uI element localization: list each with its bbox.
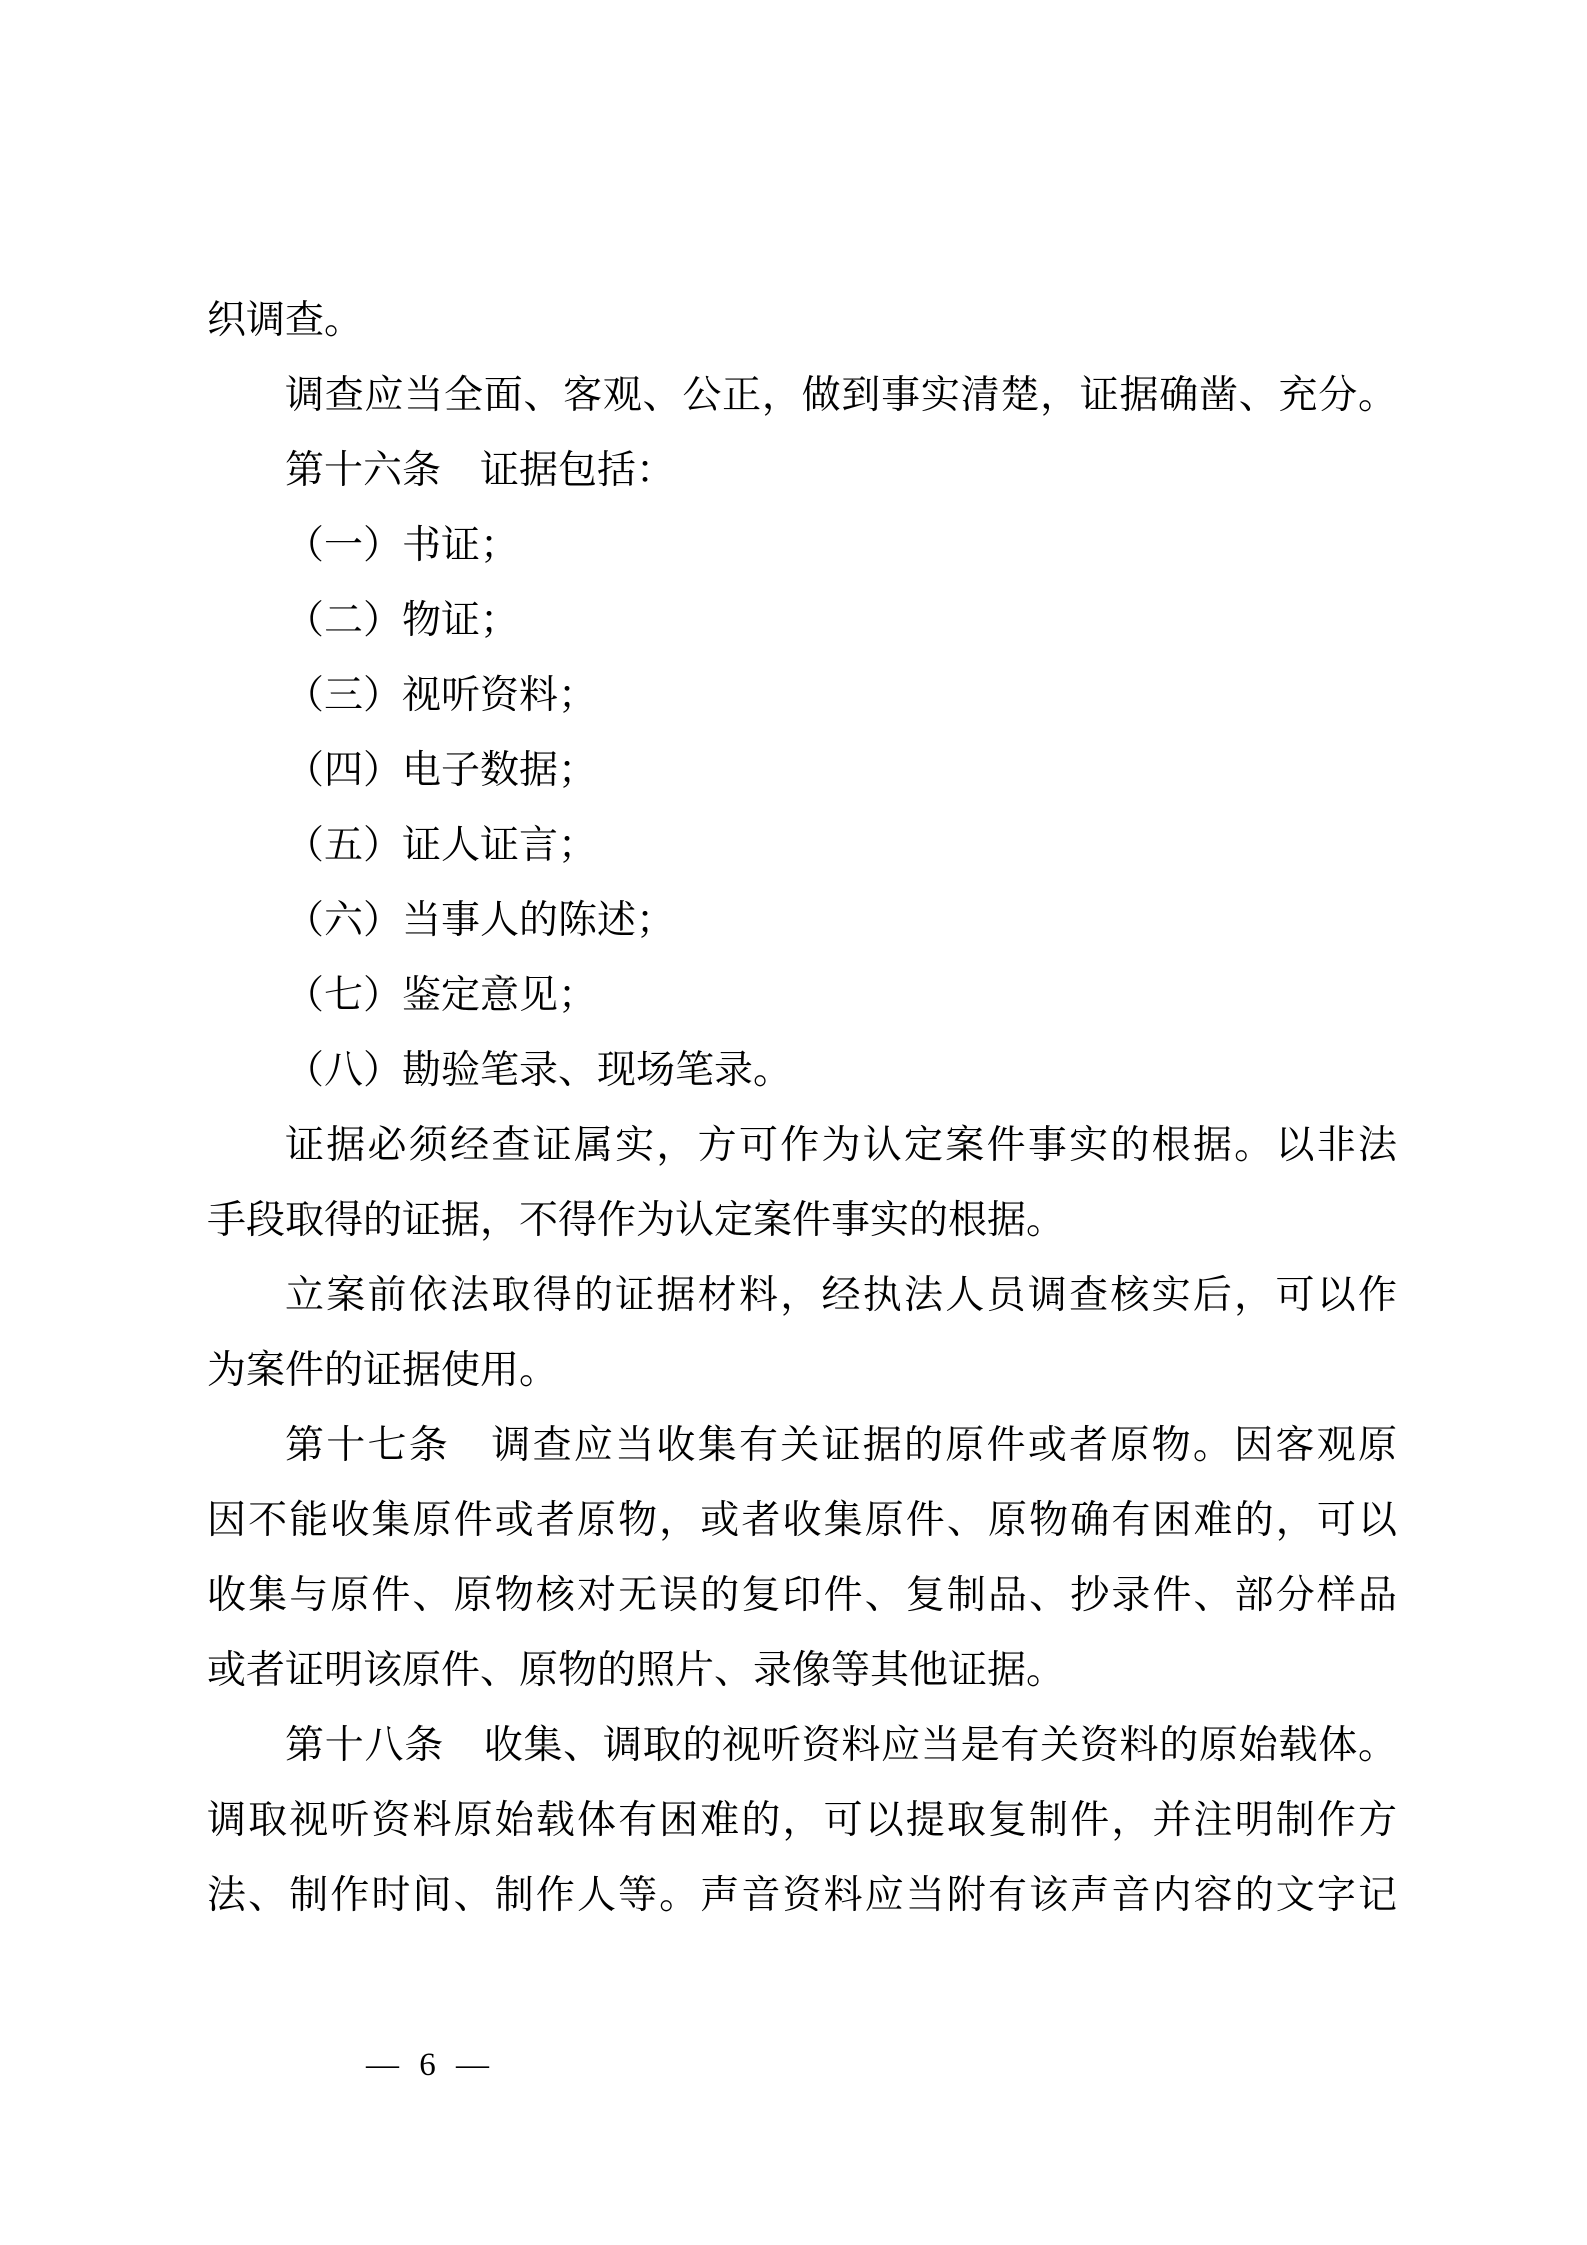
text-line: 为案件的证据使用。 <box>207 1349 559 1392</box>
document-body <box>207 283 1397 1933</box>
page-number: — 6 — <box>366 2047 489 2083</box>
text-line: （五）证人证言； <box>285 824 598 867</box>
text-line: 第十六条 证据包括： <box>285 449 676 492</box>
text-line: 或者证明该原件、原物的照片、录像等其他证据。 <box>207 1649 1066 1692</box>
text-line: 织调查。 <box>207 299 364 342</box>
text-line: 第十七条 调查应当收集有关证据的原件或者原物。因客观原 <box>285 1424 1397 1467</box>
text-line: （四）电子数据； <box>285 749 598 792</box>
text-line: （八）勘验笔录、现场笔录。 <box>285 1049 793 1092</box>
text-line: （二）物证； <box>285 599 520 642</box>
text-line: 因不能收集原件或者原物，或者收集原件、原物确有困难的，可以 <box>207 1499 1397 1542</box>
text-line: 立案前依法取得的证据材料，经执法人员调查核实后，可以作 <box>285 1274 1397 1317</box>
text-line: 法、制作时间、制作人等。声音资料应当附有该声音内容的文字记 <box>207 1874 1397 1917</box>
text-line: （六）当事人的陈述； <box>285 899 676 942</box>
text-line: 调取视听资料原始载体有困难的，可以提取复制件，并注明制作方 <box>207 1799 1397 1842</box>
page-footer <box>285 2008 489 2122</box>
text-line: （三）视听资料； <box>285 674 598 717</box>
text-line: 手段取得的证据，不得作为认定案件事实的根据。 <box>207 1199 1066 1242</box>
text-line: 收集与原件、原物核对无误的复印件、复制品、抄录件、部分样品 <box>207 1574 1397 1617</box>
text-line: 证据必须经查证属实，方可作为认定案件事实的根据。以非法 <box>285 1124 1397 1167</box>
text-line: 第十八条 收集、调取的视听资料应当是有关资料的原始载体。 <box>285 1724 1397 1767</box>
text-line: （七）鉴定意见； <box>285 974 598 1017</box>
text-line: 调查应当全面、客观、公正，做到事实清楚，证据确凿、充分。 <box>285 374 1397 417</box>
text-line: （一）书证； <box>285 524 520 567</box>
